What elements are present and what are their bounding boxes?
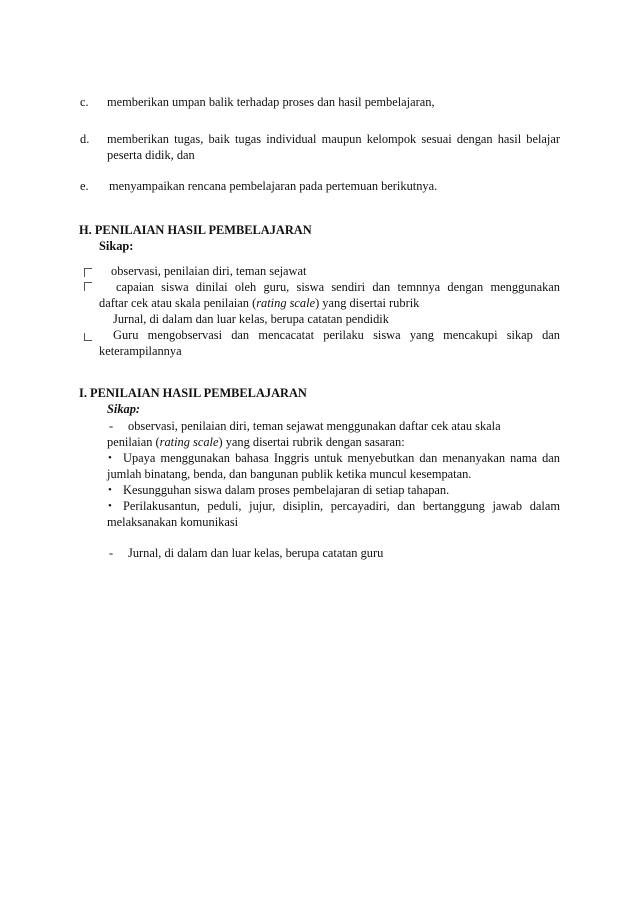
bullet-icon: •	[108, 484, 112, 496]
section-h-line3-b: ) yang disertai rubrik	[315, 296, 420, 310]
section-i-line2-italic: rating scale	[159, 435, 219, 449]
section-h-line3-a: daftar cek atau skala penilaian (	[99, 296, 257, 310]
section-i-bullet1-line2: jumlah binatang, benda, dan bangunan publik ketika muncul kesempatan.	[107, 467, 472, 481]
section-h-line1: observasi, penilaian diri, teman sejawat	[111, 264, 307, 278]
checkbox-icon	[84, 282, 92, 291]
section-i-line1: observasi, penilaian diri, teman sejawat menggunakan daftar cek atau skala	[128, 419, 501, 433]
dash-marker: -	[109, 419, 114, 433]
checkbox-icon	[84, 268, 92, 277]
section-i-line2	[107, 434, 405, 450]
section-i-heading: I. PENILAIAN HASIL PEMBELAJARAN	[79, 386, 307, 400]
list-item-e-text: menyampaikan rencana pembelajaran pada pertemuan berikutnya.	[109, 179, 438, 193]
list-marker-d: d.	[80, 132, 90, 146]
section-i-last-line: Jurnal, di dalam dan luar kelas, berupa catatan guru	[128, 546, 384, 560]
section-h-line2: capaian siswa dinilai oleh guru, siswa sendiri dan temnnya dengan menggunakan	[116, 280, 560, 294]
dash-marker: -	[109, 546, 114, 560]
section-h-line6: keterampilannya	[99, 344, 182, 358]
section-i-subheading: Sikap:	[107, 402, 141, 416]
section-i-bullet2: Kesungguhan siswa dalam proses pembelajaran di setiap tahapan.	[123, 483, 450, 497]
section-h-line5: Guru mengobservasi dan mencacatat perilaku siswa yang mencakupi sikap dan	[113, 328, 560, 342]
section-h-line4: Jurnal, di dalam dan luar kelas, berupa catatan pendidik	[113, 312, 389, 326]
section-h-subheading: Sikap:	[99, 239, 134, 253]
section-h-heading: H. PENILAIAN HASIL PEMBELAJARAN	[79, 223, 312, 237]
list-item-d-line2: peserta didik, dan	[107, 148, 195, 162]
section-i-bullet3-line1: Perilakusantun, peduli, jujur, disiplin, percayadiri, dan bertanggung jawab dalam	[123, 499, 560, 513]
checkbox-icon	[84, 333, 92, 341]
section-i-bullet1-line1: Upaya menggunakan bahasa Inggris untuk menyebutkan dan menanyakan nama dan	[123, 451, 560, 465]
section-i-line2-b: ) yang disertai rubrik dengan sasaran:	[218, 435, 405, 449]
list-marker-c: c.	[80, 95, 89, 109]
bullet-icon: •	[108, 452, 112, 464]
section-i-line2-a: penilaian (	[107, 435, 160, 449]
bullet-icon: •	[108, 500, 112, 512]
list-item-d-line1: memberikan tugas, baik tugas individual maupun kelompok sesuai dengan hasil belajar	[107, 132, 560, 146]
section-h-line3-italic: rating scale	[256, 296, 316, 310]
list-item-c-text: memberikan umpan balik terhadap proses dan hasil pembelajaran,	[107, 95, 435, 109]
section-i-bullet3-line2: melaksanakan komunikasi	[107, 515, 239, 529]
section-h-line3	[99, 295, 419, 311]
list-marker-e: e.	[80, 179, 89, 193]
